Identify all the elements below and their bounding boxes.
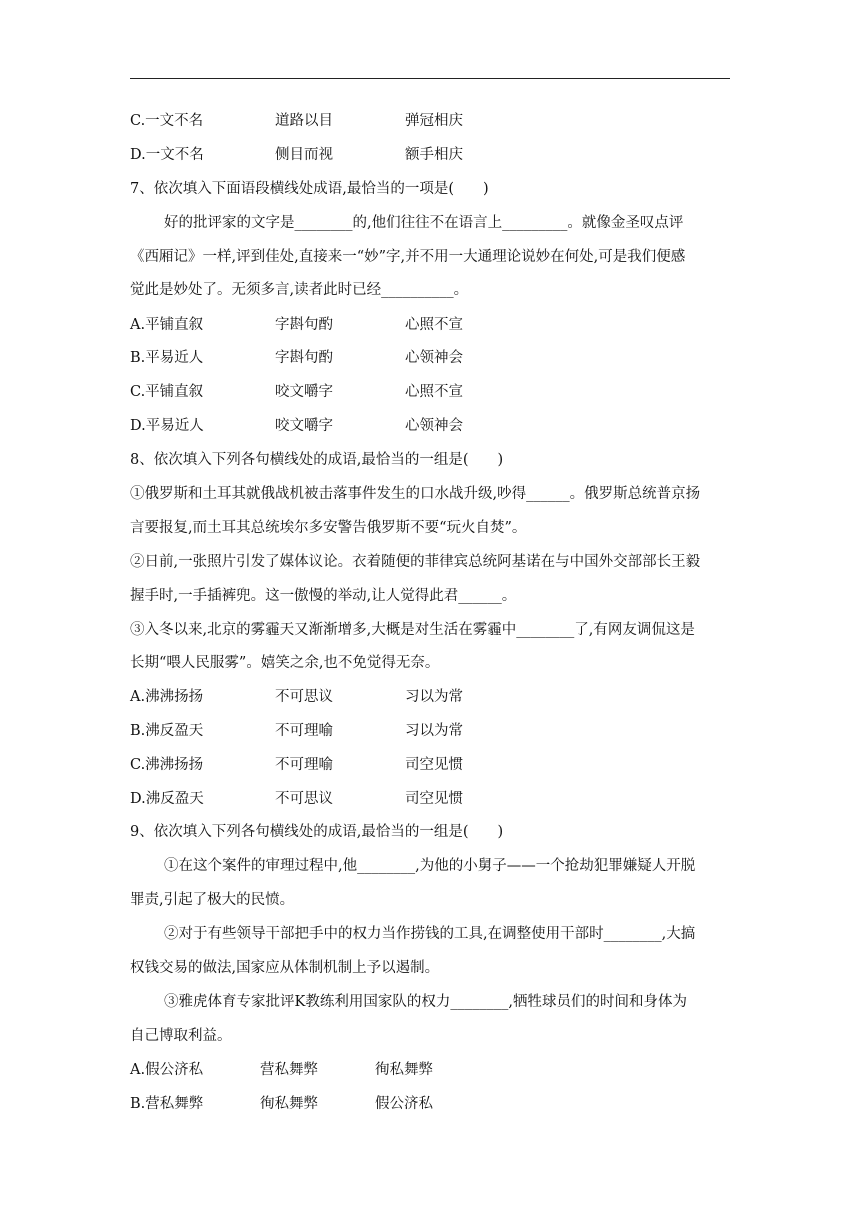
q8-sentence-line: 言要报复,而土耳其总统埃尔多安警告俄罗斯不要“玩火自焚”。 [130, 520, 527, 536]
option-label: D.沸反盈天 [130, 791, 204, 807]
option-label: B.沸反盈天 [130, 723, 204, 739]
option-word-1: 徇私舞弊 [260, 1096, 318, 1112]
option-word-1: 道路以目 [275, 113, 333, 129]
option-label: C.沸沸扬扬 [130, 757, 204, 773]
option-label: A.平铺直叙 [130, 317, 204, 333]
option-label: C.平铺直叙 [130, 384, 204, 400]
q8-sentence-line: ③入冬以来,北京的雾霾天又渐渐增多,大概是对生活在雾霾中________了,有网友调侃这是 [130, 622, 695, 638]
option-word-2: 徇私舞弊 [375, 1062, 433, 1078]
q9-stem: 9、依次填入下列各句横线处的成语,最恰当的一组是( ) [130, 824, 504, 840]
q8-sentence-line: 握手时,一手插裤兜。这一傲慢的举动,让人觉得此君______。 [130, 588, 517, 604]
q7-paragraph-line: 好的批评家的文字是________的,他们往往不在语言上_________。就像金圣叹点评 [164, 215, 684, 231]
q9-sentence-line: 权钱交易的做法,国家应从体制机制上予以遏制。 [130, 960, 440, 976]
option-label: B.平易近人 [130, 350, 204, 366]
q8-stem: 8、依次填入下列各句横线处的成语,最恰当的一组是( ) [130, 452, 504, 468]
q8-sentence-line: ①俄罗斯和土耳其就俄战机被击落事件发生的口水战升级,吵得______。俄罗斯总统普京扬 [130, 486, 701, 502]
option-word-2: 习以为常 [405, 723, 463, 739]
option-word-2: 心照不宣 [405, 384, 463, 400]
option-word-1: 侧目而视 [275, 147, 333, 163]
header-rule [130, 78, 730, 79]
option-word-1: 不可思议 [275, 689, 333, 705]
option-label: D.一文不名 [130, 147, 204, 163]
q9-sentence-line: ①在这个案件的审理过程中,他________,为他的小舅子——一个抢劫犯罪嫌疑人开脱 [164, 858, 696, 874]
option-label: C.一文不名 [130, 113, 204, 129]
q7-paragraph-line: 觉此是妙处了。无须多言,读者此时已经__________。 [130, 282, 469, 298]
option-word-1: 不可思议 [275, 791, 333, 807]
option-word-1: 字斟句酌 [275, 350, 333, 366]
q7-paragraph-line: 《西厢记》一样,评到佳处,直接来一“妙”字,并不用一大通理论说妙在何处,可是我们便感 [130, 249, 686, 265]
q7-stem: 7、依次填入下面语段横线处成语,最恰当的一项是( ) [130, 181, 489, 197]
option-word-1: 咬文嚼字 [275, 418, 333, 434]
option-word-1: 不可理喻 [275, 723, 333, 739]
option-word-2: 假公济私 [375, 1096, 433, 1112]
option-label: B.营私舞弊 [130, 1096, 204, 1112]
option-label: D.平易近人 [130, 418, 204, 434]
q8-sentence-line: ②日前,一张照片引发了媒体议论。衣着随便的菲律宾总统阿基诺在与中国外交部部长王毅 [130, 554, 701, 570]
option-label: A.沸沸扬扬 [130, 689, 204, 705]
option-word-1: 字斟句酌 [275, 317, 333, 333]
option-word-1: 咬文嚼字 [275, 384, 333, 400]
option-word-2: 习以为常 [405, 689, 463, 705]
option-word-2: 心领神会 [405, 418, 463, 434]
option-word-2: 额手相庆 [405, 147, 463, 163]
option-word-2: 司空见惯 [405, 757, 463, 773]
q8-sentence-line: 长期“喂人民服雾”。嬉笑之余,也不免觉得无奈。 [130, 655, 440, 671]
option-word-2: 心领神会 [405, 350, 463, 366]
q9-sentence-line: 罪责,引起了极大的民愤。 [130, 892, 295, 908]
option-word-1: 不可理喻 [275, 757, 333, 773]
option-word-1: 营私舞弊 [260, 1062, 318, 1078]
option-word-2: 司空见惯 [405, 791, 463, 807]
option-word-2: 弹冠相庆 [405, 113, 463, 129]
option-label: A.假公济私 [130, 1062, 204, 1078]
q9-sentence-line: ②对于有些领导干部把手中的权力当作捞钱的工具,在调整使用干部时________,大搞 [164, 926, 696, 942]
q9-sentence-line: ③雅虎体育专家批评K教练利用国家队的权力________,牺牲球员们的时间和身体为 [164, 994, 687, 1010]
option-word-2: 心照不宣 [405, 317, 463, 333]
q9-sentence-line: 自己博取利益。 [130, 1028, 232, 1044]
